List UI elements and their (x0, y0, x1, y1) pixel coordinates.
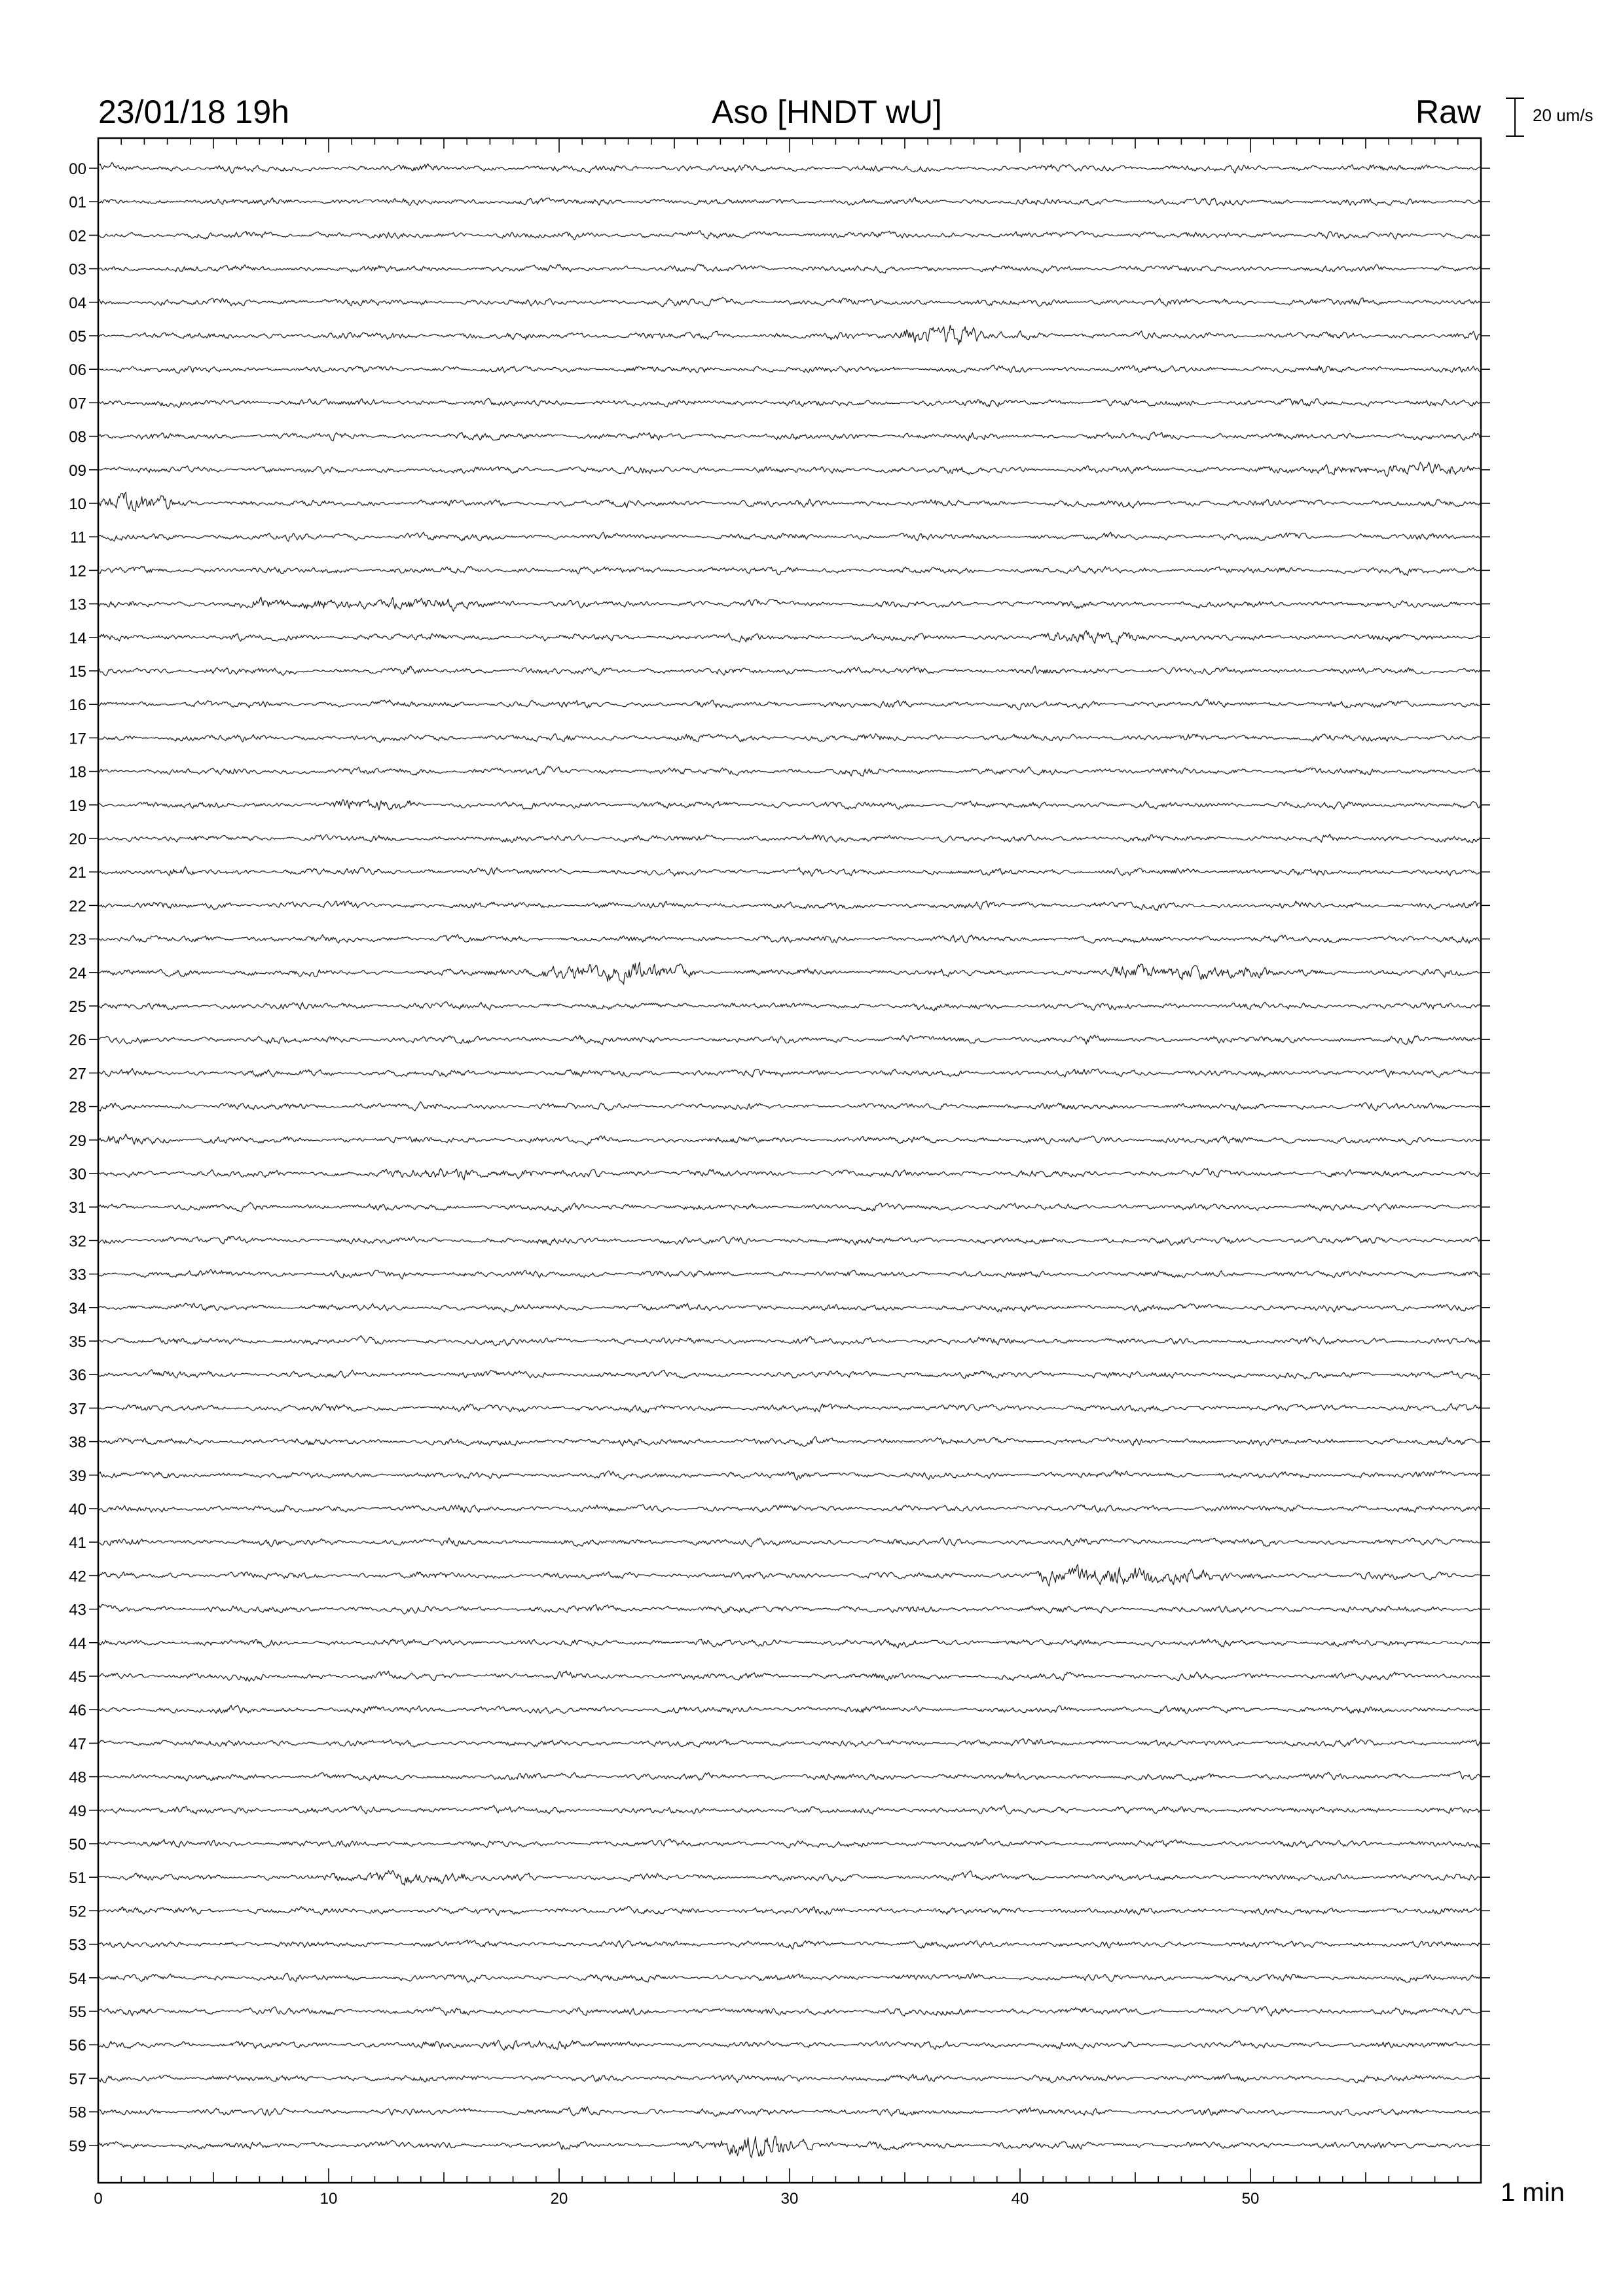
row-label: 12 (69, 562, 86, 581)
trace-line (98, 1236, 1481, 1246)
row-label: 44 (69, 1634, 86, 1653)
row-label: 06 (69, 361, 86, 380)
row-label: 43 (69, 1601, 86, 1619)
row-label: 36 (69, 1367, 86, 1385)
row-label: 10 (69, 495, 86, 513)
trace-line (98, 699, 1481, 710)
row-label: 45 (69, 1668, 86, 1686)
x-tick-label: 10 (319, 2190, 338, 2208)
traces (98, 162, 1481, 2157)
trace-line (98, 1202, 1481, 1212)
row-label: 58 (69, 2104, 86, 2122)
row-label: 02 (69, 227, 86, 245)
row-label: 14 (69, 629, 86, 647)
mode-label: Raw (1415, 94, 1481, 130)
trace-line (98, 1303, 1481, 1312)
row-label: 30 (69, 1166, 86, 1183)
row-label: 13 (69, 596, 86, 614)
x-unit-label: 1 min (1501, 2178, 1565, 2207)
trace-line (98, 1907, 1481, 1916)
trace-line (98, 1738, 1481, 1748)
row-label: 49 (69, 1802, 86, 1820)
trace-line (98, 1505, 1481, 1513)
trace-line (98, 1839, 1481, 1849)
trace-line (98, 462, 1481, 476)
trace-line (98, 597, 1481, 611)
trace-line (98, 1336, 1481, 1346)
date-label: 23/01/18 19h (98, 94, 289, 130)
row-label: 07 (69, 395, 86, 413)
trace-line (98, 1605, 1481, 1615)
row-label: 42 (69, 1568, 86, 1586)
row-label: 57 (69, 2070, 86, 2089)
row-label: 23 (69, 931, 86, 949)
trace-line (98, 264, 1481, 274)
row-label: 24 (69, 964, 86, 982)
row-label: 47 (69, 1735, 86, 1753)
row-label: 20 (69, 831, 86, 848)
x-tick-label: 40 (1011, 2190, 1029, 2208)
row-label: 46 (69, 1702, 86, 1720)
row-label: 59 (69, 2137, 86, 2155)
row-label: 15 (69, 663, 86, 681)
row-label: 09 (69, 461, 86, 480)
trace-line (98, 1168, 1481, 1180)
row-label: 39 (69, 1467, 86, 1485)
trace-line (98, 1538, 1481, 1547)
row-label: 51 (69, 1869, 86, 1888)
trace-line (98, 2007, 1481, 2017)
trace-line (98, 901, 1481, 910)
trace-line (98, 666, 1481, 676)
trace-line (98, 566, 1481, 576)
trace-line (98, 1437, 1481, 1446)
row-label: 55 (69, 2003, 86, 2021)
row-label: 19 (69, 797, 86, 815)
chart-title: Aso [HNDT wU] (712, 94, 942, 130)
trace-line (98, 1102, 1481, 1111)
x-tick-label: 50 (1241, 2190, 1260, 2208)
trace-line (98, 532, 1481, 541)
trace-line (98, 297, 1481, 306)
row-label: 33 (69, 1266, 86, 1284)
trace-line (98, 1068, 1481, 1077)
row-label: 05 (69, 328, 86, 346)
row-label: 26 (69, 1031, 86, 1050)
trace-line (98, 1671, 1481, 1681)
trace-line (98, 2040, 1481, 2050)
row-label: 56 (69, 2037, 86, 2055)
row-label: 28 (69, 1098, 86, 1117)
trace-line (98, 1940, 1481, 1949)
trace-line (98, 325, 1481, 345)
trace-line (98, 1134, 1481, 1145)
trace-line (98, 2136, 1481, 2157)
trace-line (98, 492, 1481, 511)
trace-line (98, 2107, 1481, 2117)
row-label: 48 (69, 1768, 86, 1787)
row-label: 54 (69, 1969, 86, 1988)
trace-line (98, 1370, 1481, 1379)
trace-line (98, 962, 1481, 984)
row-label: 11 (70, 529, 86, 547)
trace-line (98, 1564, 1481, 1586)
row-label: 40 (69, 1501, 86, 1518)
trace-line (98, 834, 1481, 843)
row-label: 00 (69, 160, 86, 178)
trace-line (98, 1973, 1481, 1982)
row-label: 50 (69, 1836, 86, 1854)
row-label: 08 (69, 428, 86, 446)
amplitude-scale-bar (1506, 98, 1524, 136)
x-tick-label: 0 (94, 2190, 103, 2208)
trace-line (98, 631, 1481, 645)
trace-line (98, 1771, 1481, 1781)
trace-line (98, 867, 1481, 876)
trace-line (98, 935, 1481, 944)
row-label: 37 (69, 1400, 86, 1418)
trace-line (98, 162, 1481, 173)
row-label: 53 (69, 1936, 86, 1954)
trace-line (98, 1871, 1481, 1886)
row-label: 25 (69, 998, 86, 1016)
row-label: 38 (69, 1433, 86, 1452)
trace-line (98, 1639, 1481, 1648)
trace-line (98, 1270, 1481, 1280)
row-label: 52 (69, 1903, 86, 1921)
row-label: 27 (69, 1065, 86, 1083)
row-label: 29 (69, 1132, 86, 1150)
trace-line (98, 1403, 1481, 1413)
row-label: 01 (69, 194, 86, 212)
trace-line (98, 1706, 1481, 1714)
row-label: 35 (69, 1333, 86, 1351)
trace-line (98, 432, 1481, 440)
trace-line (98, 198, 1481, 206)
x-axis-tick-labels (94, 2190, 1259, 2208)
row-label: 31 (69, 1199, 86, 1217)
trace-line (98, 1805, 1481, 1814)
row-label: 34 (69, 1299, 86, 1318)
trace-line (98, 1470, 1481, 1480)
row-label: 16 (69, 696, 86, 715)
row-labels (69, 160, 1490, 2155)
trace-line (98, 231, 1481, 240)
trace-line (98, 734, 1481, 743)
scale-label: 20 um/s (1533, 105, 1594, 125)
row-label: 04 (69, 294, 86, 312)
row-label: 21 (69, 864, 86, 882)
row-label: 03 (69, 260, 86, 279)
row-label: 22 (69, 897, 86, 916)
row-label: 18 (69, 763, 86, 781)
row-label: 32 (69, 1232, 86, 1251)
trace-line (98, 1035, 1481, 1045)
trace-line (98, 2074, 1481, 2083)
trace-line (98, 766, 1481, 776)
trace-line (98, 1002, 1481, 1011)
x-tick-label: 20 (550, 2190, 568, 2208)
row-label: 41 (69, 1534, 86, 1552)
x-tick-label: 30 (780, 2190, 799, 2208)
trace-line (98, 398, 1481, 408)
row-label: 17 (69, 730, 86, 748)
trace-line (98, 365, 1481, 374)
trace-line (98, 800, 1481, 810)
